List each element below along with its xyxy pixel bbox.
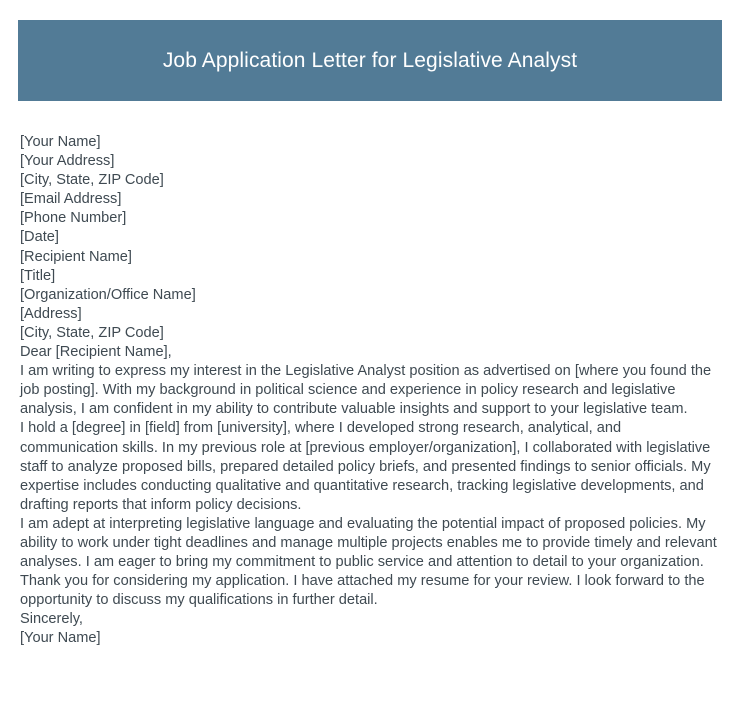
body-paragraph: I hold a [degree] in [field] from [university], where I developed strong research, analytical, and communication skills. In my previous role at [previous employer/organization], I collaborated with legislative staff to analyze proposed bills, prepared detailed policy briefs, and presented findings to senior officials. My expertise includes conducting qualitative and quantitative research, tracking legislative developments, and drafting reports that inform policy decisions. bbox=[20, 420, 711, 513]
recipient-line: [City, State, ZIP Code] bbox=[20, 324, 164, 341]
recipient-address-block bbox=[20, 248, 720, 343]
salutation: Dear [Recipient Name], bbox=[20, 344, 172, 361]
body-paragraph: Thank you for considering my application. I have attached my resume for your review. I look forward to the opportunity to discuss my qualifications in further detail. bbox=[20, 573, 705, 609]
sender-line: [City, State, ZIP Code] bbox=[20, 172, 164, 189]
body-paragraph: I am adept at interpreting legislative language and evaluating the potential impact of proposed policies. My ability to work under tight deadlines and manage multiple projects enables me to provide timely and relevant analyses. I am eager to bring my commitment to public service and attention to detail to your organization. bbox=[20, 515, 717, 571]
sender-line: [Phone Number] bbox=[20, 210, 127, 227]
sender-line: [Your Name] bbox=[20, 134, 101, 150]
recipient-line: [Recipient Name] bbox=[20, 248, 132, 265]
letter-body bbox=[20, 133, 720, 649]
letter-header-banner bbox=[18, 20, 722, 101]
sender-line: [Email Address] bbox=[20, 191, 122, 208]
date-line: [Date] bbox=[20, 229, 59, 246]
page-title: Job Application Letter for Legislative Analyst bbox=[162, 48, 578, 72]
sender-address-block bbox=[20, 133, 720, 228]
sender-line: [Your Address] bbox=[20, 153, 115, 170]
recipient-line: [Title] bbox=[20, 267, 56, 284]
recipient-line: [Address] bbox=[20, 305, 82, 322]
signature-line: [Your Name] bbox=[20, 630, 101, 647]
body-paragraph: I am writing to express my interest in the Legislative Analyst position as advertised on [where you found the job posting]. With my background in political science and experience in policy research and legislative analysis, I am confident in my ability to contribute valuable insights and support to your legislative team. bbox=[20, 363, 712, 418]
recipient-line: [Organization/Office Name] bbox=[20, 286, 196, 303]
closing-line: Sincerely, bbox=[20, 611, 83, 628]
